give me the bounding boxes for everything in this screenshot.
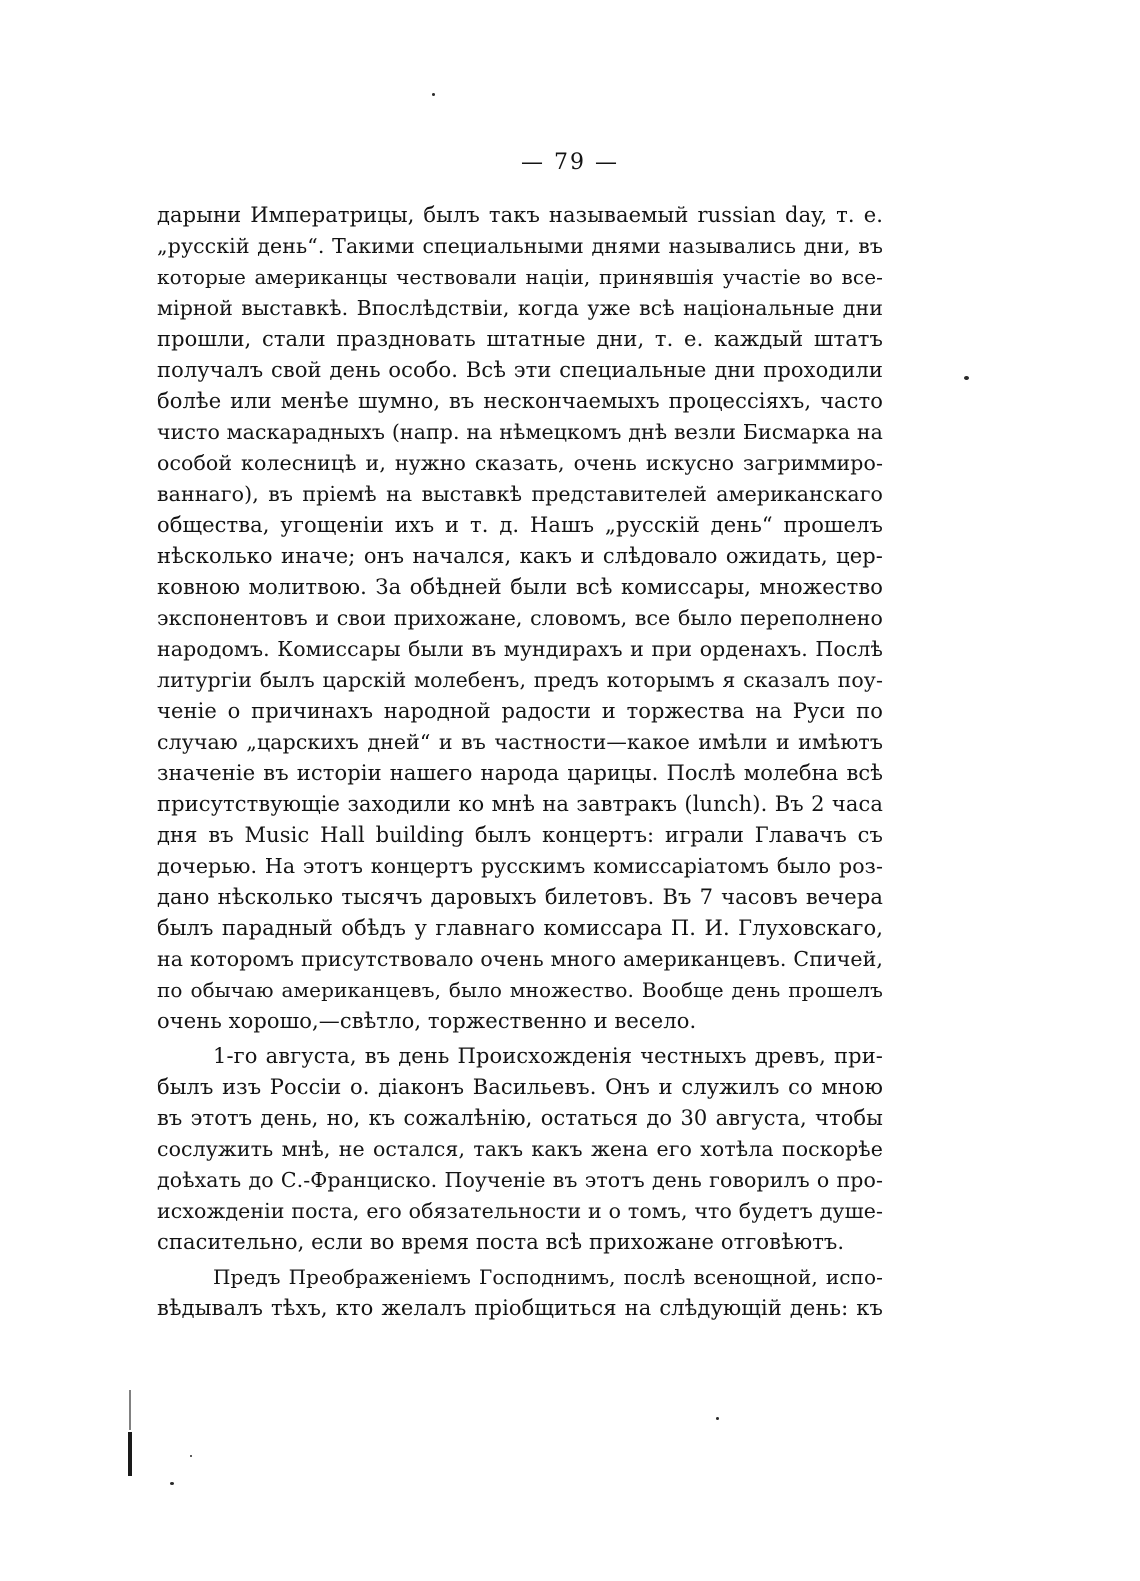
text-line: значеніе въ исторіи нашего народа царицы. Послѣ молебна всѣ <box>157 761 883 785</box>
text-line: дня въ Music Hall building былъ концертъ: играли Главачъ съ <box>157 823 883 847</box>
text-line: присутствующіе заходили ко мнѣ на завтракъ (lunch). Въ 2 часа <box>157 792 883 816</box>
text-line: очень хорошо,—свѣтло, торжественно и весело. <box>157 1009 697 1033</box>
text-line: исхожденіи поста, его обязательности и о томъ, что будетъ душе- <box>157 1199 883 1223</box>
text-line: ковною молитвою. За обѣдней были всѣ комиссары, множество <box>157 575 883 599</box>
margin-mark <box>129 1390 131 1430</box>
text-line: прошли, стали праздновать штатные дни, т. е. каждый штатъ <box>157 327 883 351</box>
text-line: мірной выставкѣ. Впослѣдствіи, когда уже всѣ національные дни <box>157 296 883 320</box>
text-line: „русскій день“. Такими специальными днями назывались дни, въ <box>157 234 883 258</box>
text-line: получалъ свой день особо. Всѣ эти специальные дни проходили <box>157 358 883 382</box>
text-line: дарыни Императрицы, былъ такъ называемый russian day, т. е. <box>157 203 883 227</box>
paragraph-3 <box>157 1262 883 1324</box>
text-line: болѣе или менѣе шумно, въ нескончаемыхъ процессіяхъ, часто <box>157 389 883 413</box>
text-line: случаю „царскихъ дней“ и въ частности—какое имѣли и имѣютъ <box>157 730 883 754</box>
scan-speck <box>716 1417 719 1420</box>
margin-mark <box>128 1432 132 1476</box>
page-number: — 79 — <box>521 150 619 175</box>
text-line: 1-го августа, въ день Происхожденія честныхъ древъ, при- <box>213 1044 883 1068</box>
text-line: особой колесницѣ и, нужно сказать, очень искусно загриммиро- <box>157 451 883 475</box>
text-line: которые американцы чествовали націи, принявшія участіе во все- <box>157 265 883 289</box>
body-text <box>157 200 883 1324</box>
text-line: народомъ. Комиссары были въ мундирахъ и при орденахъ. Послѣ <box>157 637 883 661</box>
text-line: на которомъ присутствовало очень много американцевъ. Спичей, <box>157 947 883 971</box>
text-line: сослужить мнѣ, не остался, такъ какъ жена его хотѣла поскорѣе <box>157 1137 883 1161</box>
text-line: нѣсколько иначе; онъ начался, какъ и слѣдовало ожидать, цер- <box>157 544 883 568</box>
text-line: по обычаю американцевъ, было множество. Вообще день прошелъ <box>157 978 883 1002</box>
text-line: литургіи былъ царскій молебенъ, предъ которымъ я сказалъ поу- <box>157 668 883 692</box>
text-line: общества, угощеніи ихъ и т. д. Нашъ „русскій день“ прошелъ <box>157 513 883 537</box>
text-line: Предъ Преображеніемъ Господнимъ, послѣ всенощной, испо- <box>213 1265 883 1289</box>
paragraph-2 <box>157 1041 883 1258</box>
text-line: дочерью. На этотъ концертъ русскимъ комиссаріатомъ было роз- <box>157 854 883 878</box>
text-line: ченіе о причинахъ народной радости и торжества на Руси по <box>157 699 883 723</box>
scan-speck <box>190 1455 192 1457</box>
text-line: вѣдывалъ тѣхъ, кто желалъ пріобщиться на слѣдующій день: къ <box>157 1296 883 1320</box>
scan-speck <box>170 1482 174 1485</box>
text-line: экспонентовъ и свои прихожане, словомъ, все было переполнено <box>157 606 883 630</box>
text-line: спасительно, если во время поста всѣ прихожане отговѣютъ. <box>157 1230 845 1254</box>
text-line: дано нѣсколько тысячъ даровыхъ билетовъ. Въ 7 часовъ вечера <box>157 885 883 909</box>
text-line: былъ изъ Россіи о. діаконъ Васильевъ. Онъ и служилъ со мною <box>157 1075 883 1099</box>
text-line: чисто маскарадныхъ (напр. на нѣмецкомъ днѣ везли Бисмарка на <box>157 420 883 444</box>
scan-speck <box>964 376 969 380</box>
text-line: въ этотъ день, но, къ сожалѣнію, остаться до 30 августа, чтобы <box>157 1106 883 1130</box>
text-line: былъ парадный обѣдъ у главнаго комиссара П. И. Глуховскаго, <box>157 916 883 940</box>
text-line: ваннаго), въ пріемѣ на выставкѣ представителей американскаго <box>157 482 883 506</box>
text-line: доѣхать до С.-Франциско. Поученіе въ этотъ день говорилъ о про- <box>157 1168 883 1192</box>
scan-speck <box>432 93 435 96</box>
paragraph-1 <box>157 200 883 1037</box>
